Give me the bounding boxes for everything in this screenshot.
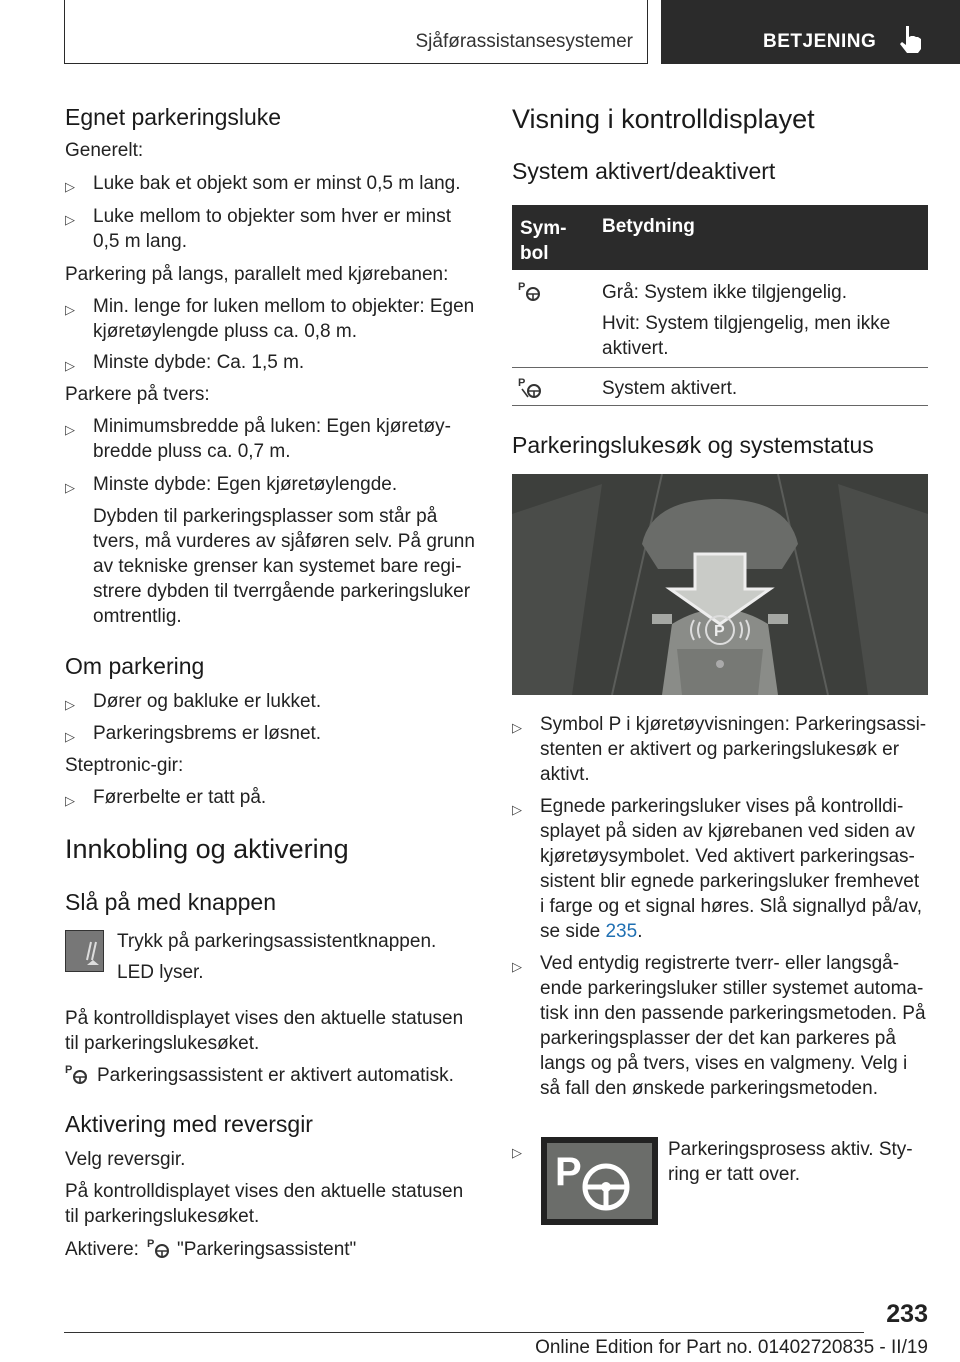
bullet-item: ▷ Dører og bakluke er lukket.	[65, 691, 322, 712]
text-activate-value: "Parkeringsassistent"	[177, 1239, 357, 1260]
header-chapter-title: BETJENING	[763, 31, 877, 52]
bullet-item: ▷ Minste dybde: Ca. 1,5 m.	[65, 352, 305, 373]
bullet-item: ▷ Symbol P i kjøretøyvisningen: Parkeringsassi- stenten er aktivert og parkeringslukesøk er aktivt.	[512, 714, 927, 785]
text-led: LED lyser.	[117, 962, 204, 983]
svg-text:P: P	[518, 281, 526, 293]
text-press-button: Trykk på parkeringsassistentknappen.	[117, 931, 437, 952]
text-display-status: På kontrolldisplayet vises den aktuelle statusen til parkeringslukesøket.	[65, 1008, 464, 1054]
table-header	[512, 205, 928, 270]
heading-search: Parkeringslukesøk og systemstatus	[512, 432, 874, 458]
heading-display: Visning i kontrolldisplayet	[512, 104, 815, 134]
parking-steering-icon	[541, 1137, 658, 1225]
table-col-symbol: Sym- bol	[520, 218, 567, 264]
bullet-item: ▷ Førerbelte er tatt på.	[65, 787, 267, 808]
text-parallel: Parkering på langs, parallelt med kjørebanen:	[65, 264, 449, 285]
text-display-status-2: På kontrolldisplayet vises den aktuelle statusen til parkeringslukesøket.	[65, 1181, 464, 1227]
text-auto-activated: Parkeringsassistent er aktivert automatisk.	[97, 1065, 454, 1086]
svg-text:P: P	[65, 1064, 73, 1076]
bullet-item: ▷ Egnede parkeringsluker vises på kontrolldi- splayet på siden av kjørebanen ved siden av kjøretøysymbolet. Ved aktivert parkeringsas- sistent blir egnede parkeringsluker fremhevet i farge og et signal høres. Slå signallyd på/av, se side 235.	[512, 796, 922, 942]
table-divider	[512, 367, 928, 368]
footer-rule	[64, 1332, 864, 1333]
header-section	[64, 0, 648, 64]
table-row1-white: Hvit: System tilgjengelig, men ikke aktivert.	[602, 313, 891, 359]
heading-enable: Innkobling og aktivering	[65, 834, 349, 864]
parking-assistant-icon	[518, 279, 542, 303]
text-steptronic: Steptronic-gir:	[65, 755, 184, 776]
footer-edition: Online Edition for Part no. 01402720835 - II/19	[535, 1337, 928, 1358]
svg-text:P: P	[714, 623, 725, 640]
bullet-item: ▷ Luke mellom to objekter som hver er minst 0,5 m lang.	[65, 206, 451, 252]
parking-assistant-active-icon	[518, 375, 544, 401]
bullet-item: ▷ Minimumsbredde på luken: Egen kjøretøy- bredde pluss ca. 0,7 m.	[65, 416, 451, 462]
text-cross: Parkere på tvers:	[65, 384, 210, 405]
note-depth: Dybden til parkeringsplasser som står på tvers, må vurderes av sjåføren selv. På grunn av tekniske grenser kan systemet bare regi- strere dybden til tverrgående parkeringsluker omtrentlig.	[93, 506, 475, 627]
svg-text:P: P	[555, 1150, 582, 1194]
parking-search-illustration	[512, 474, 928, 695]
bullet-item: ▷ Ved entydig registrerte tverr- eller langsgå- ende parkeringsluker stiller systemet automa- tisk inn den passende parkeringsmetoden. På parkeringsplasser der det kan parkeres på langs og på tvers, vises en valgmeny. Velg i så fall den ønskede parkeringsmetoden.	[512, 953, 926, 1099]
bullet-item: ▷ Luke bak et objekt som er minst 0,5 m lang.	[65, 173, 461, 194]
table-row1-grey: Grå: System ikke tilgjengelig.	[602, 282, 847, 303]
heading-status: System aktivert/deaktivert	[512, 158, 776, 184]
svg-text:P: P	[147, 1238, 155, 1250]
text-activate-label: Aktivere:	[65, 1239, 139, 1260]
header-chapter	[661, 0, 960, 64]
page-link[interactable]: 235	[605, 921, 638, 942]
bullet-item: ▷ Parkeringsbrems er løsnet.	[65, 723, 322, 744]
parking-assistant-icon	[65, 1062, 89, 1086]
table-divider	[512, 405, 928, 406]
text-process-active: Parkeringsprosess aktiv. Sty- ring er tatt over.	[668, 1139, 913, 1185]
text-select-reverse: Velg reversgir.	[65, 1149, 186, 1170]
table-col-meaning: Betydning	[602, 216, 695, 237]
heading-reverse: Aktivering med reversgir	[65, 1111, 313, 1137]
svg-text:P: P	[518, 377, 526, 389]
bullet-item: ▷ Min. lenge for luken mellom to objekter: Egen kjøretøylengde pluss ca. 0,8 m.	[65, 296, 475, 342]
page-number: 233	[886, 1300, 928, 1328]
heading-suitable-gap: Egnet parkeringsluke	[65, 104, 282, 130]
bullet-item: ▷ Minste dybde: Egen kjøretøylengde.	[65, 474, 398, 495]
table-row2: System aktivert.	[602, 378, 738, 399]
parking-assistant-icon	[147, 1236, 171, 1260]
heading-button: Slå på med knappen	[65, 889, 276, 915]
hand-pointer-icon	[898, 24, 924, 54]
text-general: Generelt:	[65, 140, 144, 161]
header-section-title: Sjåførassistansesystemer	[415, 31, 633, 52]
heading-about-parking: Om parkering	[65, 653, 205, 679]
parking-button-icon	[65, 930, 104, 972]
